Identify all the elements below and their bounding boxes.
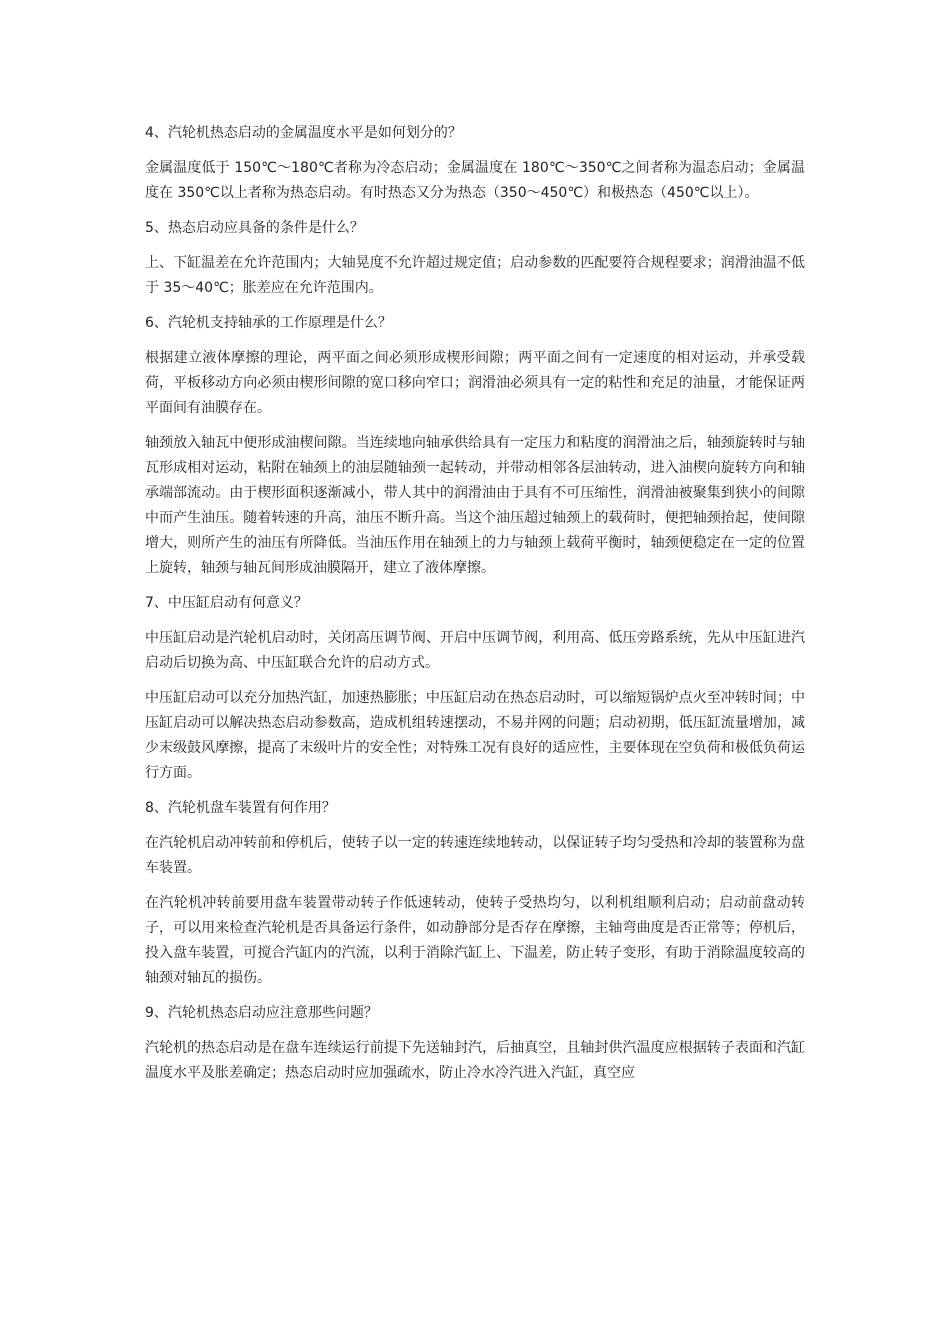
question-heading: 4、汽轮机热态启动的金属温度水平是如何划分的？ — [145, 125, 462, 141]
answer-paragraph: 上、下缸温差在允许范围内；大轴晃度不允许超过规定值；启动参数的匹配要符合规程要求；润滑油温不低于 35～40℃；胀差应在允许范围内。 — [145, 255, 805, 296]
section-6 — [145, 311, 805, 581]
section-7 — [145, 591, 805, 786]
question-heading: 9、汽轮机热态启动应注意那些问题？ — [145, 1005, 378, 1021]
answer-paragraph: 在汽轮机冲转前要用盘车装置带动转子作低速转动，使转子受热均匀，以利机组顺利启动；启动前盘动转子，可以用来检查汽轮机是否具备运行条件，如动静部分是否存在摩擦，主轴弯曲度是否正常等；停机后，投入盘车装置，可搅合汽缸内的汽流，以利于消除汽缸上、下温差，防止转子变形，有助于消除温度较高的轴颈对轴瓦的损伤。 — [145, 895, 805, 986]
section-9 — [145, 1001, 805, 1086]
answer-paragraph: 中压缸启动可以充分加热汽缸，加速热膨胀；中压缸启动在热态启动时，可以缩短锅炉点火至冲转时间；中压缸启动可以解决热态启动参数高，造成机组转速摆动，不易并网的问题；启动初期，低压缸流量增加，减少末级鼓风摩擦，提高了末级叶片的安全性；对特殊工况有良好的适应性，主要体现在空负荷和极低负荷运行方面。 — [145, 690, 805, 781]
question-heading: 7、中压缸启动有何意义？ — [145, 595, 308, 611]
answer-paragraph: 轴颈放入轴瓦中便形成油楔间隙。当连续地向轴承供给具有一定压力和粘度的润滑油之后，轴颈旋转时与轴瓦形成相对运动，粘附在轴颈上的油层随轴颈一起转动，并带动相邻各层油转动，进入油楔向旋转方向和轴承端部流动。由于楔形面积逐渐减小，带人其中的润滑油由于具有不可压缩性，润滑油被聚集到狭小的间隙中而产生油压。随着转速的升高，油压不断升高。当这个油压超过轴颈上的载荷时，便把轴颈抬起，使间隙增大，则所产生的油压有所降低。当油压作用在轴颈上的力与轴颈上载荷平衡时，轴颈便稳定在一定的位置上旋转，轴颈与轴瓦间形成油膜隔开，建立了液体摩擦。 — [145, 435, 805, 576]
question-heading: 6、汽轮机支持轴承的工作原理是什么？ — [145, 315, 392, 331]
question-heading: 8、汽轮机盘车装置有何作用？ — [145, 800, 336, 816]
section-4 — [145, 121, 805, 206]
answer-paragraph: 汽轮机的热态启动是在盘车连续运行前提下先送轴封汽，后抽真空，且轴封供汽温度应根据转子表面和汽缸温度水平及胀差确定；热态启动时应加强疏水，防止冷水冷汽进入汽缸，真空应 — [145, 1040, 805, 1081]
section-8 — [145, 796, 805, 991]
document-page — [145, 121, 805, 1096]
answer-paragraph: 中压缸启动是汽轮机启动时，关闭高压调节阀、开启中压调节阀，利用高、低压旁路系统，先从中压缸进汽启动后切换为高、中压缸联合允许的启动方式。 — [145, 630, 805, 671]
question-heading: 5、热态启动应具备的条件是什么？ — [145, 220, 364, 236]
answer-paragraph: 在汽轮机启动冲转前和停机后，使转子以一定的转速连续地转动，以保证转子均匀受热和冷却的装置称为盘车装置。 — [145, 835, 805, 876]
section-5 — [145, 216, 805, 301]
answer-paragraph: 根据建立液体摩擦的理论，两平面之间必须形成楔形间隙；两平面之间有一定速度的相对运动，并承受载荷，平板移动方向必须由楔形间隙的宽口移向窄口；润滑油必须具有一定的粘性和充足的油量，才能保证两平面间有油膜存在。 — [145, 350, 805, 416]
answer-paragraph: 金属温度低于 150℃～180℃者称为冷态启动；金属温度在 180℃～350℃之间者称为温态启动；金属温度在 350℃以上者称为热态启动。有时热态又分为热态（350～450℃）和极热态（450℃以上）。 — [145, 160, 805, 201]
